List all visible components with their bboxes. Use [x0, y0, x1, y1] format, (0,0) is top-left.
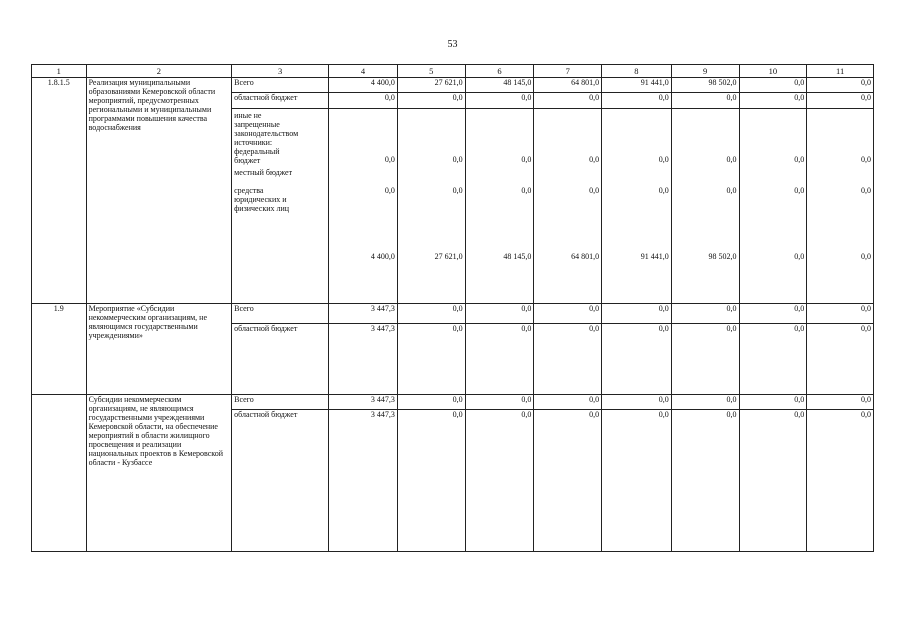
value-cell: 0,0 — [521, 155, 532, 164]
value-stack — [671, 109, 739, 304]
value-cell: 0,0 — [739, 93, 807, 109]
value-cell: 0,0 — [671, 410, 739, 552]
funding-source: Всего — [232, 78, 329, 93]
value-cell: 0,0 — [452, 186, 463, 195]
value-cell: 0,0 — [465, 304, 534, 324]
funding-source: областной бюджет — [232, 324, 329, 395]
value-cell: 0,0 — [397, 395, 465, 410]
value-cell: 98 502,0 — [671, 78, 739, 93]
row-description: Субсидии некоммерческим организациям, не являющимся государственными учреждениями Кемеровской области, на обеспечение мероприятий в области жилищного просвещения и реализации национальных проектов в Кемеровской области - Кузбассе — [86, 395, 232, 552]
value-stack — [739, 109, 807, 304]
funding-source-line: средства — [234, 186, 264, 195]
value-stack — [329, 109, 398, 304]
column-header: 2 — [86, 65, 232, 78]
funding-source-line: местный бюджет — [234, 168, 293, 177]
value-cell: 0,0 — [602, 324, 672, 395]
value-cell: 0,0 — [534, 304, 602, 324]
column-header: 5 — [397, 65, 465, 78]
value-cell: 0,0 — [589, 155, 600, 164]
value-cell: 0,0 — [671, 395, 739, 410]
value-cell: 0,0 — [726, 186, 737, 195]
value-cell: 0,0 — [739, 395, 807, 410]
value-cell: 0,0 — [861, 186, 871, 195]
value-cell: 0,0 — [794, 252, 805, 261]
value-stack — [807, 109, 874, 304]
funding-source-line: физических лиц — [234, 204, 290, 213]
value-cell: 0,0 — [465, 410, 534, 552]
funding-source-line: федеральный — [234, 147, 280, 156]
value-cell: 0,0 — [384, 155, 395, 164]
value-cell: 91 441,0 — [602, 78, 672, 93]
value-cell: 0,0 — [861, 252, 871, 261]
value-cell: 3 447,3 — [329, 410, 398, 552]
funding-source-group — [232, 109, 329, 304]
table-row — [32, 304, 874, 324]
value-cell: 0,0 — [739, 410, 807, 552]
column-header: 3 — [232, 65, 329, 78]
page-number: 53 — [447, 39, 458, 50]
funding-source: областной бюджет — [232, 93, 329, 109]
value-cell: 0,0 — [452, 155, 463, 164]
value-cell: 64 801,0 — [534, 78, 602, 93]
value-cell: 0,0 — [794, 155, 805, 164]
funding-source: областной бюджет — [232, 410, 329, 552]
table-header-row — [32, 65, 874, 78]
value-cell: 0,0 — [807, 78, 874, 93]
funding-source-line: бюджет — [234, 156, 261, 165]
column-header: 1 — [32, 65, 87, 78]
value-cell: 0,0 — [739, 78, 807, 93]
value-cell: 0,0 — [521, 186, 532, 195]
value-stack — [534, 109, 602, 304]
value-cell: 0,0 — [807, 93, 874, 109]
column-header: 6 — [465, 65, 534, 78]
funding-source-line: иные не — [234, 111, 262, 120]
funding-source-line: источники: — [234, 138, 273, 147]
value-cell: 4 400,0 — [329, 78, 398, 93]
table-row — [32, 395, 874, 410]
value-cell: 0,0 — [602, 93, 672, 109]
value-cell: 0,0 — [794, 186, 805, 195]
value-cell: 0,0 — [807, 304, 874, 324]
funding-source: Всего — [232, 304, 329, 324]
table-row — [32, 78, 874, 93]
value-cell: 4 400,0 — [370, 252, 395, 261]
value-cell: 0,0 — [602, 304, 672, 324]
row-description: Мероприятие «Субсидии некоммерческим организациям, не являющимся государственными учреждениями» — [86, 304, 232, 395]
row-description: Реализация муниципальными образованиями Кемеровской области мероприятий, предусмотренных региональными и муниципальными программами повышения качества водоснабжения — [86, 78, 232, 304]
value-cell: 0,0 — [726, 155, 737, 164]
value-cell: 0,0 — [861, 155, 871, 164]
value-cell: 0,0 — [658, 155, 669, 164]
value-cell: 0,0 — [589, 186, 600, 195]
value-stack — [602, 109, 672, 304]
value-cell: 27 621,0 — [434, 252, 463, 261]
value-cell: 0,0 — [329, 93, 398, 109]
value-cell: 0,0 — [534, 410, 602, 552]
value-cell: 0,0 — [807, 395, 874, 410]
value-cell: 0,0 — [658, 186, 669, 195]
value-cell: 0,0 — [671, 304, 739, 324]
budget-table — [31, 64, 874, 552]
value-cell: 0,0 — [671, 324, 739, 395]
value-cell: 48 145,0 — [503, 252, 532, 261]
value-cell: 3 447,3 — [329, 304, 398, 324]
value-cell: 0,0 — [465, 324, 534, 395]
value-cell: 3 447,3 — [329, 324, 398, 395]
row-code: 1.9 — [32, 304, 87, 395]
value-cell: 0,0 — [602, 395, 672, 410]
column-header: 9 — [671, 65, 739, 78]
value-cell: 48 145,0 — [465, 78, 534, 93]
funding-source-line: запрещенные — [234, 120, 280, 129]
value-cell: 0,0 — [397, 304, 465, 324]
funding-source-line — [234, 177, 326, 186]
value-cell: 0,0 — [671, 93, 739, 109]
value-cell: 0,0 — [739, 304, 807, 324]
column-header: 7 — [534, 65, 602, 78]
value-stack — [397, 109, 465, 304]
value-cell: 0,0 — [397, 410, 465, 552]
value-cell: 0,0 — [465, 395, 534, 410]
column-header: 11 — [807, 65, 874, 78]
value-cell: 0,0 — [602, 410, 672, 552]
value-cell: 0,0 — [739, 324, 807, 395]
value-cell: 0,0 — [807, 324, 874, 395]
value-cell: 64 801,0 — [571, 252, 600, 261]
row-code — [32, 395, 87, 552]
value-cell: 0,0 — [397, 93, 465, 109]
funding-source-line: юридических и — [234, 195, 287, 204]
value-cell: 0,0 — [384, 186, 395, 195]
value-cell: 98 502,0 — [708, 252, 737, 261]
value-cell: 91 441,0 — [640, 252, 669, 261]
value-cell: 0,0 — [397, 324, 465, 395]
value-cell: 0,0 — [534, 93, 602, 109]
value-cell: 0,0 — [465, 93, 534, 109]
column-header: 4 — [329, 65, 398, 78]
value-cell: 0,0 — [807, 410, 874, 552]
value-cell: 3 447,3 — [329, 395, 398, 410]
value-stack — [465, 109, 534, 304]
funding-source: Всего — [232, 395, 329, 410]
value-cell: 27 621,0 — [397, 78, 465, 93]
funding-source-line: законодательством — [234, 129, 299, 138]
value-cell: 0,0 — [534, 324, 602, 395]
value-cell: 0,0 — [534, 395, 602, 410]
column-header: 10 — [739, 65, 807, 78]
row-code: 1.8.1.5 — [32, 78, 87, 304]
column-header: 8 — [602, 65, 672, 78]
